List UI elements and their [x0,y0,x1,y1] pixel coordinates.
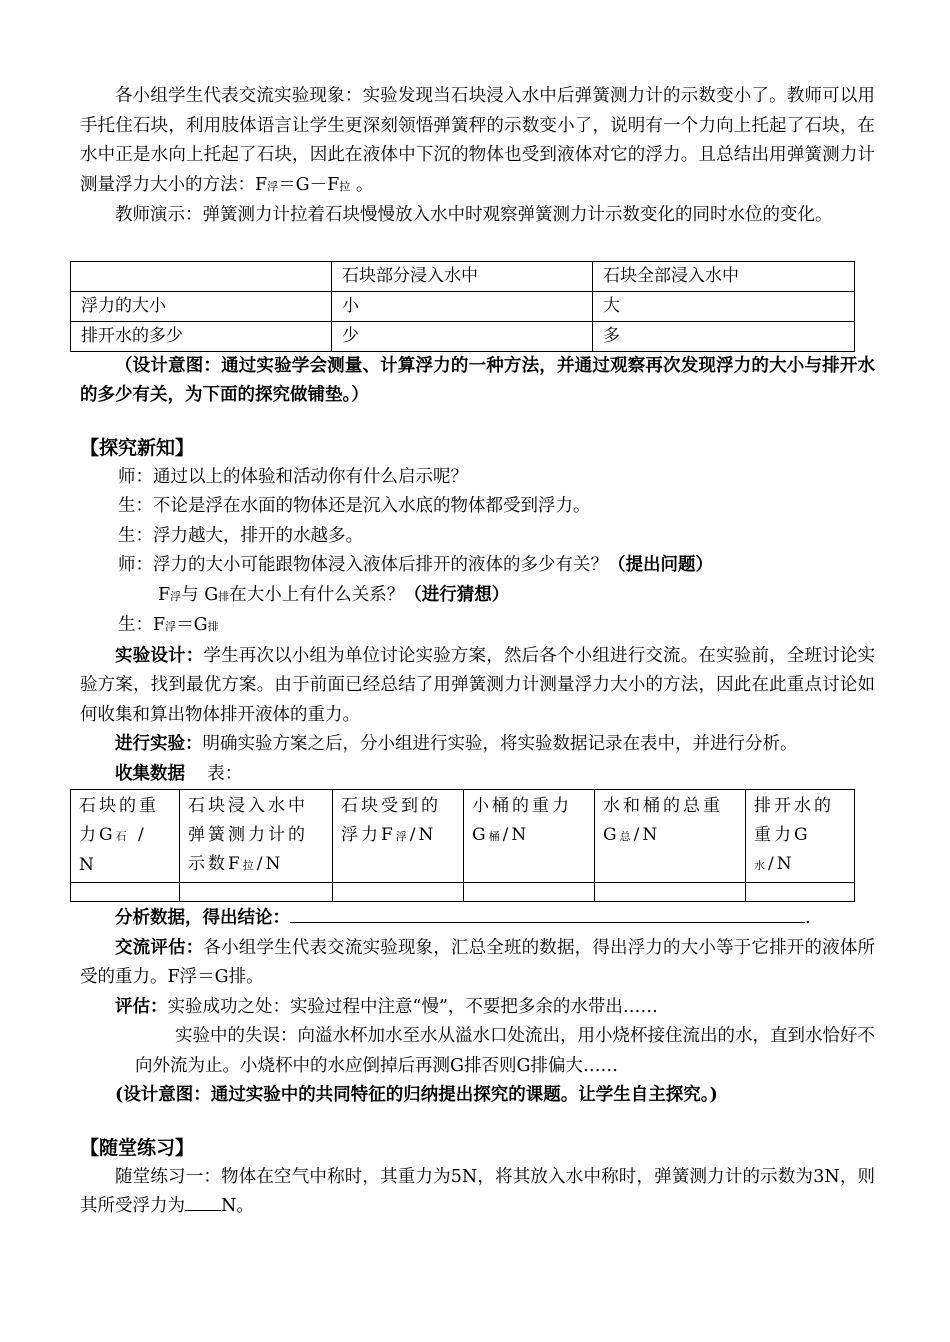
paragraph-label: 实验设计： [115,645,204,666]
dialogue-line [80,611,875,642]
intro-paragraph [80,82,875,201]
table-cell [746,883,855,902]
header-text: 石块受到的浮力F [341,796,441,845]
header-sub: 拉 [242,859,257,872]
header-sub: 总 [619,830,634,843]
exchange-evaluation-paragraph [80,934,875,993]
table-header-row [71,261,855,291]
design-intent-1: （设计意图：通过实验学会测量、计算浮力的一种方法，并通过观察再次发现浮力的大小与排开水的多少有关，为下面的探究做铺垫。） [80,355,875,405]
paragraph-label: 分析数据，得出结论： [115,908,290,928]
section-heading-explore: 【探究新知】 [80,436,195,459]
question-end: N。 [221,1196,254,1216]
table-header-cell [595,790,746,883]
table-row [71,883,855,902]
header-sub: 水 [754,859,768,872]
dialogue-line [80,581,875,612]
design-intent-2: (设计意图：通过实验中的共同特征的归纳提出探究的课题。让学生自主探究。) [115,1085,718,1105]
dialogue-tag: （进行猜想） [404,584,510,605]
dialogue-text: 生：F [118,615,166,635]
table-row [71,291,855,321]
table-cell [71,261,332,291]
evaluation-line [80,993,875,1023]
collect-data-line [80,760,875,790]
intro-text: 各小组学生代表交流实验现象：实验发现当石块浸入水中后弹簧测力计的示数变小了。教师可以用手托住石块，利用肢体语言让学生更深刻领悟弹簧秤的示数变小了，说明有一个力向上托起了石块，在水中正是水向上托起了石块，因此在液体中下沉的物体也受到液体对它的浮力。且总结出用弹簧测力计测量浮力大小的方法： [80,86,875,195]
buoyancy-comparison-table [70,261,855,352]
header-sub: 石 [115,830,130,843]
header-unit: /N [409,825,437,845]
teacher-demo-paragraph: 教师演示：弹簧测力计拉着石块慢慢放入水中时观察弹簧测力计示数变化的同时水位的变化。 [115,205,833,225]
table-cell: 少 [332,321,593,351]
dialogue-text: 师：浮力的大小可能跟物体浸入液体后排开的液体的多少有关？ [118,555,608,575]
formula-f: F [158,584,171,605]
header-text: 石块的重力G [79,796,159,845]
paragraph-text: 明确实验方案之后，分小组进行实验，将实验数据记录在表中，并进行分析。 [202,734,798,754]
table-cell [595,883,746,902]
paragraph-label: 评估： [115,996,168,1017]
table-cell [464,883,595,902]
header-text: 排开水的重力G [754,796,834,845]
table-row [71,321,855,351]
formula-sub-fu: 浮 [267,179,279,193]
paragraph-label: 交流评估： [115,937,204,958]
header-text: 小桶的重力G [472,796,572,845]
formula-f: F [255,174,268,195]
question-text: 随堂练习一：物体在空气中称时，其重力为5N，将其放入水中称时，弹簧测力计的示数为3N，则其所受浮力为 [80,1166,875,1216]
formula-sub: 排 [218,589,230,603]
table-cell: 石块部分浸入水中 [332,261,593,291]
formula-sub-la: 拉 [339,179,351,193]
table-cell: 大 [593,291,855,321]
table-header-cell [333,790,464,883]
table-header-cell [71,790,180,883]
conduct-experiment-paragraph [80,730,875,760]
paragraph-label: 进行实验： [115,734,203,754]
experiment-design-paragraph [80,642,875,731]
header-unit: / N [79,825,147,875]
paragraph-text: 各小组学生代表交流实验现象，汇总全班的数据，得出浮力的大小等于它排开的液体所受的重力。F浮＝G排。 [80,937,876,987]
paragraph-text: 实验成功之处：实验过程中注意“慢”，不要把多余的水带出…… [167,996,658,1017]
table-cell: 石块全部浸入水中 [593,261,855,291]
practice-question-1 [80,1163,875,1222]
formula-mid: ＝G－F [278,174,340,195]
table-header-cell [464,790,595,883]
formula-mid: ＝G [176,615,208,635]
answer-blank[interactable] [185,1192,221,1211]
dialogue-text: 在大小上有什么关系？ [229,584,405,605]
dialogue-tag: （提出问题） [608,555,713,575]
header-unit: /N [768,854,795,874]
table-cell: 小 [332,291,593,321]
header-text: 水和桶的总重G [603,796,723,845]
header-unit: /N [256,854,284,874]
paragraph-label: 收集数据 [115,763,185,784]
formula-end: 。 [350,174,374,195]
header-text: 石块浸入水中弹簧测力计的示数F [188,796,308,874]
answer-blank[interactable] [290,902,805,923]
table-header-cell [746,790,855,883]
line-end: . [805,908,811,928]
document-page [80,82,875,1222]
table-header-cell [180,790,333,883]
paragraph-text: 学生再次以小组为单位讨论实验方案，然后各个小组进行交流。在实验前，全班讨论实验方案，找到最优方案。由于前面已经总结了用弹簧测力计测量浮力大小的方法，因此在此重点讨论如何收集和算出物体排开液体的重力。 [80,645,876,725]
table-cell [333,883,464,902]
formula-sub: 浮 [165,620,177,633]
formula-sub: 浮 [170,589,182,603]
mistake-paragraph: 实验中的失误：向溢水杯加水至水从溢水口处流出，用小烧杯接住流出的水，直到水恰好不向外流为止。小烧杯中的水应倒掉后再测G排否则G排偏大…… [135,1026,875,1076]
dialogue-line: 生：浮力越大，排开的水越多。 [118,525,363,546]
dialogue-line: 生：不论是浮在水面的物体还是沉入水底的物体都受到浮力。 [118,496,591,516]
formula-sub: 排 [207,620,219,633]
table-cell [180,883,333,902]
dialogue-line [80,551,875,581]
table-cell [71,883,180,902]
data-record-table [70,789,855,902]
dialogue-line: 师：通过以上的体验和活动你有什么启示呢？ [118,466,468,487]
analysis-line [80,902,875,934]
table-cell: 浮力的大小 [71,291,332,321]
table-header-row [71,790,855,883]
header-unit: /N [633,825,661,845]
formula-mid: 与 G [181,584,219,605]
section-heading-practice: 【随堂练习】 [80,1136,195,1159]
header-sub: 桶 [488,830,503,843]
table-cell: 多 [593,321,855,351]
header-sub: 浮 [395,830,410,843]
header-unit: /N [502,825,530,845]
table-cell: 排开水的多少 [71,321,332,351]
paragraph-text: 表： [207,763,243,784]
